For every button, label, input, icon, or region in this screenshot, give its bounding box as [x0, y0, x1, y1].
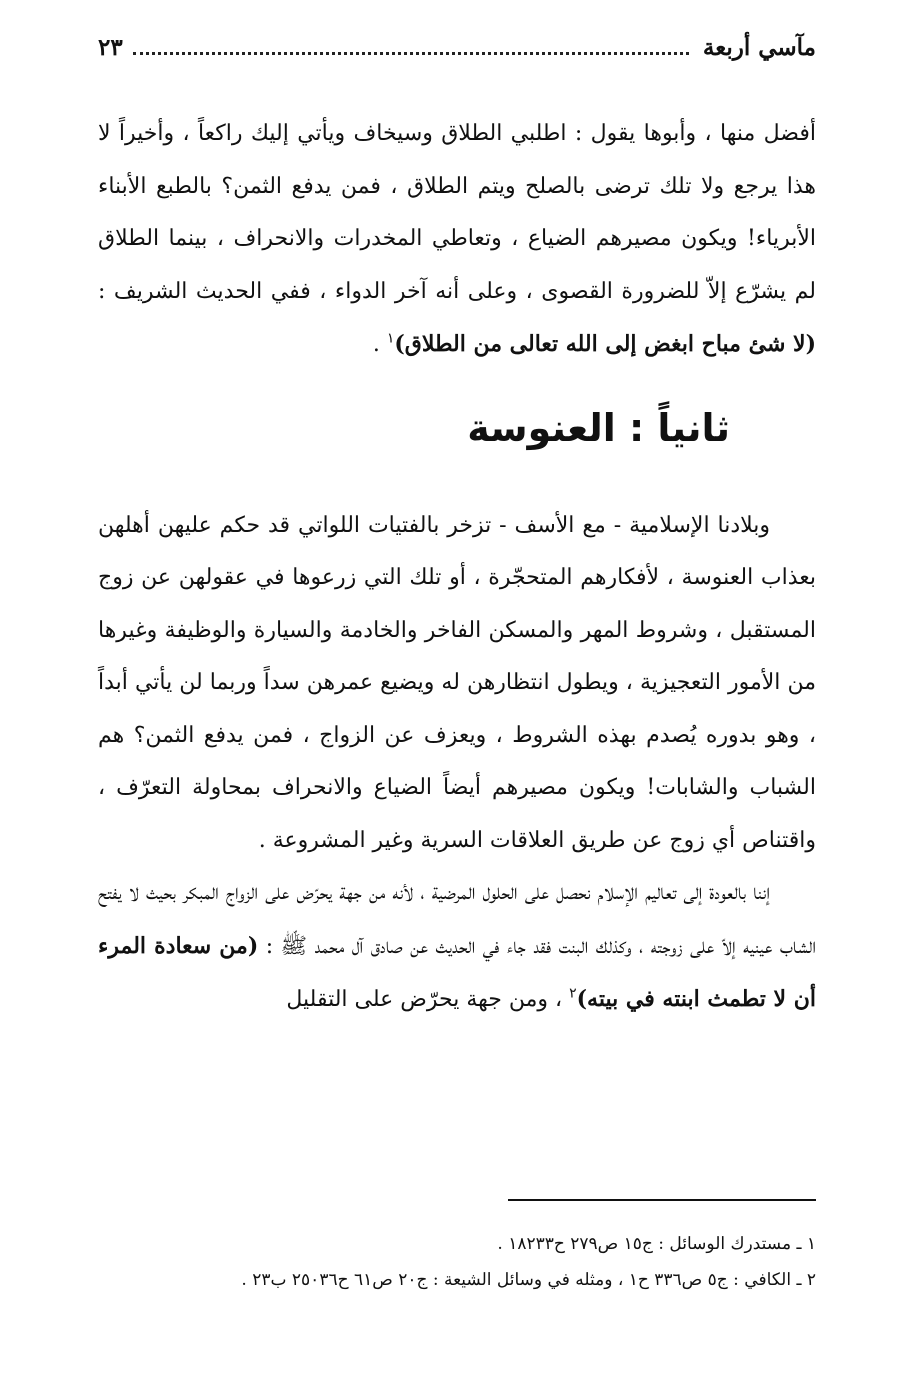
paragraph-solutions-text: إننا بالعودة إلى تعاليم الإسلام نحصل على الحلول المرضية ، لأنه من جهة يحرّض على الزواج المبكر بحيث لا يفتح الشاب عينيه إلاّ على زوجته ، وكذلك البنت فقد جاء في الحديث عن صادق آل محمد ﷺ :	[98, 880, 816, 959]
footnote-ref-1: ١	[386, 330, 395, 347]
paragraph-divorce	[98, 108, 816, 372]
paragraph-spinsterhood: وبلادنا الإسلامية - مع الأسف - تزخر بالفتيات اللواتي قد حكم عليهن أهلهن بعذاب العنوسة ، لأفكارهم المتحجّرة ، أو تلك التي زرعوها في عقولهن عن زوج المستقبل ، وشروط المهر والمسكن الفاخر والخادمة والسيارة والوظيفة وغيرها من الأمور التعجيزية ، ويطول انتظارهن له ويضيع عمرهن سداً وربما لن يأتي أبداً ، وهو بدوره يُصدم بهذه الشروط ، ويعزف عن الزواج ، فمن يدفع الثمن؟ هم الشباب والشابات! ويكون مصيرهم أيضاً الضياع والانحراف بمحاولة التعرّف ، واقتناص أي زوج عن طريق العلاقات السرية وغير المشروعة .	[98, 512, 816, 853]
hadith-quote-daughter: (من سعادة المرء أن لا تطمث ابنته في بيته)	[98, 932, 816, 1012]
running-header	[98, 34, 816, 74]
header-dot-leader	[133, 52, 689, 55]
footnote-separator	[508, 1199, 816, 1201]
paragraph-islamic-solutions	[98, 867, 816, 1027]
section-heading: ثانياً : العنوسة	[467, 405, 730, 450]
paragraph-divorce-text: أفضل منها ، وأبوها يقول : اطلبي الطلاق وسيخاف ويأتي إليك راكعاً ، وأخيراً لا هذا يرجع ولا تلك ترضى بالصلح ويتم الطلاق ، فمن يدفع الثمن؟ بالطبع الأبناء الأبرياء! ويكون مصيرهم الضياع ، وتعاطي المخدرات والانحراف ، بينما الطلاق لم يشرّع إلاّ للضرورة القصوى ، وعلى أنه آخر الدواء ، ففي الحديث الشريف :	[98, 121, 816, 304]
footnote-2: ٢ ـ الكافي : ج٥ ص٣٣٦ ح١ ، ومثله في وسائل الشيعة : ج٢٠ ص٦١ ح٢٥٠٣٦ ب٢٣ .	[241, 1270, 816, 1290]
footnote-1: ١ ـ مستدرك الوسائل : ج١٥ ص٢٧٩ ح١٨٢٣٣ .	[497, 1234, 816, 1254]
page-number: ٢٣	[98, 34, 123, 61]
footnote-ref-2: ٢	[569, 985, 577, 1002]
book-title: مآسي أربعة	[702, 34, 816, 61]
footnotes	[98, 1227, 816, 1299]
hadith-quote-divorce: (لا شئ مباح ابغض إلى الله تعالى من الطلاق)	[394, 331, 816, 357]
paragraph-solutions-ending: ، ومن جهة يحرّض على التقليل	[286, 987, 570, 1012]
paragraph-divorce-ending: .	[372, 332, 387, 357]
